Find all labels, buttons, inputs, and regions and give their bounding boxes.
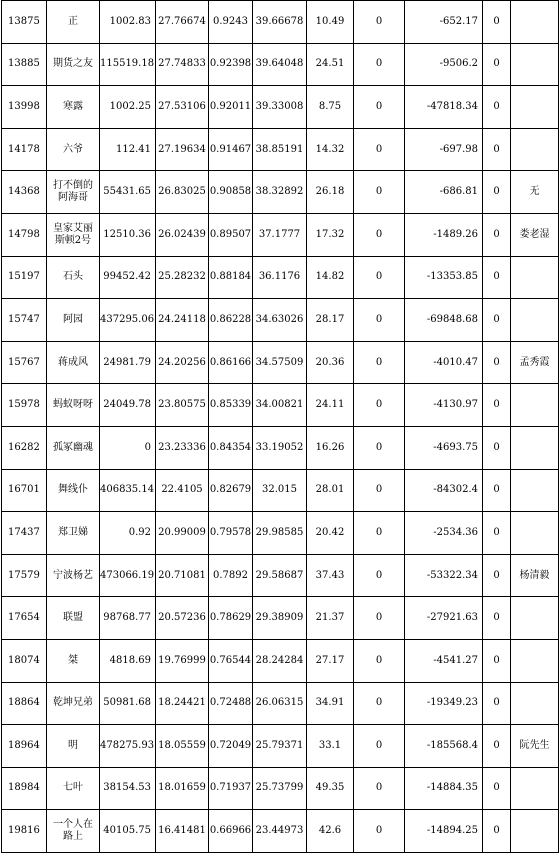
cell-v5: 21.37 (307, 597, 354, 640)
cell-v8: 0 (483, 43, 511, 86)
cell-v7: -4130.97 (405, 384, 483, 427)
cell-v7: -652.17 (405, 1, 483, 44)
cell-v1: 437295.06 (100, 299, 156, 342)
table-row (2, 128, 559, 171)
cell-v7: -4010.47 (405, 341, 483, 384)
cell-name: 明 (47, 725, 100, 768)
cell-v8: 0 (483, 597, 511, 640)
cell-v4: 38.32892 (253, 171, 307, 214)
cell-v4: 32.015 (253, 469, 307, 512)
cell-v5: 20.42 (307, 512, 354, 555)
cell-note (511, 810, 559, 853)
cell-v2: 24.24118 (156, 299, 209, 342)
table-row (2, 767, 559, 810)
cell-v3: 0.79578 (209, 512, 253, 555)
table-row (2, 384, 559, 427)
cell-v8: 0 (483, 554, 511, 597)
ranking-table (1, 0, 559, 853)
cell-v3: 0.9243 (209, 1, 253, 44)
cell-name: 蚂蚁呀呀 (47, 384, 100, 427)
table-row (2, 512, 559, 555)
cell-v5: 33.1 (307, 725, 354, 768)
cell-v6: 0 (354, 256, 405, 299)
cell-v4: 36.1176 (253, 256, 307, 299)
cell-note (511, 426, 559, 469)
cell-v1: 50981.68 (100, 682, 156, 725)
cell-v7: -14894.25 (405, 810, 483, 853)
cell-v7: -697.98 (405, 128, 483, 171)
cell-v8: 0 (483, 639, 511, 682)
cell-v3: 0.88184 (209, 256, 253, 299)
cell-id: 14798 (2, 213, 47, 256)
table-row (2, 213, 559, 256)
cell-name: 一个人在路上 (47, 810, 100, 853)
cell-v1: 4818.69 (100, 639, 156, 682)
cell-v2: 18.05559 (156, 725, 209, 768)
cell-note (511, 597, 559, 640)
cell-v5: 42.6 (307, 810, 354, 853)
table-row (2, 256, 559, 299)
cell-v2: 22.4105 (156, 469, 209, 512)
cell-v3: 0.72049 (209, 725, 253, 768)
cell-id: 18984 (2, 767, 47, 810)
table-row (2, 171, 559, 214)
cell-v5: 8.75 (307, 86, 354, 129)
cell-v4: 39.33008 (253, 86, 307, 129)
table-row (2, 597, 559, 640)
cell-note: 无 (511, 171, 559, 214)
cell-v7: -84302.4 (405, 469, 483, 512)
cell-v5: 34.91 (307, 682, 354, 725)
table-row (2, 725, 559, 768)
cell-name: 桀 (47, 639, 100, 682)
cell-v2: 27.53106 (156, 86, 209, 129)
cell-v8: 0 (483, 256, 511, 299)
cell-v6: 0 (354, 597, 405, 640)
cell-v5: 28.01 (307, 469, 354, 512)
cell-v2: 27.19634 (156, 128, 209, 171)
cell-v8: 0 (483, 384, 511, 427)
cell-v7: -686.81 (405, 171, 483, 214)
cell-v6: 0 (354, 725, 405, 768)
cell-v2: 20.71081 (156, 554, 209, 597)
cell-v6: 0 (354, 767, 405, 810)
cell-id: 13998 (2, 86, 47, 129)
cell-v1: 0.92 (100, 512, 156, 555)
cell-note (511, 384, 559, 427)
table-row (2, 43, 559, 86)
table-row (2, 86, 559, 129)
cell-v1: 12510.36 (100, 213, 156, 256)
cell-id: 13875 (2, 1, 47, 44)
cell-name: 石头 (47, 256, 100, 299)
cell-v2: 16.41481 (156, 810, 209, 853)
cell-v6: 0 (354, 43, 405, 86)
cell-v4: 34.00821 (253, 384, 307, 427)
table-row (2, 426, 559, 469)
cell-name: 七叶 (47, 767, 100, 810)
cell-v2: 26.83025 (156, 171, 209, 214)
cell-note (511, 256, 559, 299)
cell-v8: 0 (483, 682, 511, 725)
cell-v1: 1002.25 (100, 86, 156, 129)
table-row (2, 341, 559, 384)
cell-v7: -47818.34 (405, 86, 483, 129)
cell-v2: 20.99009 (156, 512, 209, 555)
cell-note (511, 299, 559, 342)
table-row (2, 1, 559, 44)
cell-v4: 34.63026 (253, 299, 307, 342)
cell-name: 郑卫娣 (47, 512, 100, 555)
cell-v6: 0 (354, 469, 405, 512)
cell-v7: -27921.63 (405, 597, 483, 640)
cell-v4: 34.57509 (253, 341, 307, 384)
cell-v3: 0.90858 (209, 171, 253, 214)
cell-v5: 26.18 (307, 171, 354, 214)
cell-id: 17579 (2, 554, 47, 597)
cell-v6: 0 (354, 299, 405, 342)
cell-v3: 0.92011 (209, 86, 253, 129)
cell-v3: 0.72488 (209, 682, 253, 725)
cell-note (511, 1, 559, 44)
cell-name: 寒露 (47, 86, 100, 129)
table-body (2, 1, 559, 853)
cell-note (511, 682, 559, 725)
cell-id: 18964 (2, 725, 47, 768)
cell-v5: 27.17 (307, 639, 354, 682)
table-row (2, 299, 559, 342)
cell-v7: -14884.35 (405, 767, 483, 810)
cell-v2: 19.76999 (156, 639, 209, 682)
cell-v5: 20.36 (307, 341, 354, 384)
cell-note: 阮先生 (511, 725, 559, 768)
cell-v8: 0 (483, 426, 511, 469)
cell-v6: 0 (354, 213, 405, 256)
cell-v7: -53322.34 (405, 554, 483, 597)
cell-v6: 0 (354, 810, 405, 853)
cell-v6: 0 (354, 86, 405, 129)
cell-v8: 0 (483, 171, 511, 214)
cell-v5: 28.17 (307, 299, 354, 342)
cell-id: 15747 (2, 299, 47, 342)
cell-v1: 1002.83 (100, 1, 156, 44)
cell-id: 15197 (2, 256, 47, 299)
cell-v1: 98768.77 (100, 597, 156, 640)
cell-id: 17654 (2, 597, 47, 640)
cell-id: 15978 (2, 384, 47, 427)
cell-v5: 24.11 (307, 384, 354, 427)
cell-id: 18864 (2, 682, 47, 725)
cell-v1: 24049.78 (100, 384, 156, 427)
cell-v7: -185568.4 (405, 725, 483, 768)
cell-v6: 0 (354, 384, 405, 427)
cell-v3: 0.71937 (209, 767, 253, 810)
cell-v7: -13353.85 (405, 256, 483, 299)
cell-v3: 0.78629 (209, 597, 253, 640)
cell-id: 13885 (2, 43, 47, 86)
cell-v7: -1489.26 (405, 213, 483, 256)
cell-note: 杨清毅 (511, 554, 559, 597)
cell-id: 19816 (2, 810, 47, 853)
cell-v8: 0 (483, 86, 511, 129)
cell-v2: 23.23336 (156, 426, 209, 469)
cell-v8: 0 (483, 128, 511, 171)
cell-v5: 24.51 (307, 43, 354, 86)
cell-v4: 26.06315 (253, 682, 307, 725)
cell-v8: 0 (483, 469, 511, 512)
cell-v4: 29.98585 (253, 512, 307, 555)
cell-name: 孤冢幽魂 (47, 426, 100, 469)
table-row (2, 469, 559, 512)
cell-note: 娄老湿 (511, 213, 559, 256)
cell-v4: 29.38909 (253, 597, 307, 640)
cell-v1: 40105.75 (100, 810, 156, 853)
cell-id: 14178 (2, 128, 47, 171)
cell-v1: 406835.14 (100, 469, 156, 512)
cell-v8: 0 (483, 299, 511, 342)
cell-v1: 55431.65 (100, 171, 156, 214)
cell-v3: 0.92398 (209, 43, 253, 86)
cell-v1: 24981.79 (100, 341, 156, 384)
cell-v3: 0.76544 (209, 639, 253, 682)
cell-name: 期货之友 (47, 43, 100, 86)
cell-v7: -4541.27 (405, 639, 483, 682)
cell-name: 正 (47, 1, 100, 44)
cell-v5: 37.43 (307, 554, 354, 597)
cell-v5: 14.82 (307, 256, 354, 299)
cell-v5: 10.49 (307, 1, 354, 44)
cell-note (511, 639, 559, 682)
table-row (2, 810, 559, 853)
cell-v2: 27.74833 (156, 43, 209, 86)
cell-v4: 37.1777 (253, 213, 307, 256)
cell-id: 18074 (2, 639, 47, 682)
cell-v8: 0 (483, 213, 511, 256)
cell-v2: 27.76674 (156, 1, 209, 44)
cell-v4: 25.79371 (253, 725, 307, 768)
cell-name: 蒋成风 (47, 341, 100, 384)
cell-v4: 38.85191 (253, 128, 307, 171)
table-row (2, 554, 559, 597)
cell-v2: 20.57236 (156, 597, 209, 640)
cell-id: 15767 (2, 341, 47, 384)
cell-note (511, 128, 559, 171)
cell-v2: 18.01659 (156, 767, 209, 810)
cell-name: 皇家艾丽斯顿2号 (47, 213, 100, 256)
cell-v2: 26.02439 (156, 213, 209, 256)
cell-v8: 0 (483, 810, 511, 853)
cell-v5: 49.35 (307, 767, 354, 810)
cell-note (511, 43, 559, 86)
cell-name: 舞线仆 (47, 469, 100, 512)
cell-id: 14368 (2, 171, 47, 214)
cell-v4: 29.58687 (253, 554, 307, 597)
cell-id: 17437 (2, 512, 47, 555)
cell-name: 阿园 (47, 299, 100, 342)
cell-v8: 0 (483, 1, 511, 44)
cell-note (511, 86, 559, 129)
cell-v7: -4693.75 (405, 426, 483, 469)
cell-v4: 33.19052 (253, 426, 307, 469)
cell-v2: 24.20256 (156, 341, 209, 384)
cell-v6: 0 (354, 682, 405, 725)
cell-name: 宁波杨艺 (47, 554, 100, 597)
cell-v2: 23.80575 (156, 384, 209, 427)
cell-v4: 23.44973 (253, 810, 307, 853)
cell-v6: 0 (354, 639, 405, 682)
cell-id: 16701 (2, 469, 47, 512)
cell-v4: 28.24284 (253, 639, 307, 682)
cell-v4: 39.66678 (253, 1, 307, 44)
cell-note (511, 469, 559, 512)
cell-v7: -69848.68 (405, 299, 483, 342)
cell-v6: 0 (354, 128, 405, 171)
cell-v7: -19349.23 (405, 682, 483, 725)
cell-v1: 99452.42 (100, 256, 156, 299)
table-row (2, 639, 559, 682)
cell-v2: 25.28232 (156, 256, 209, 299)
cell-v1: 38154.53 (100, 767, 156, 810)
table-row (2, 682, 559, 725)
cell-name: 乾坤兄弟 (47, 682, 100, 725)
cell-v3: 0.86166 (209, 341, 253, 384)
cell-v5: 16.26 (307, 426, 354, 469)
cell-v1: 112.41 (100, 128, 156, 171)
cell-note (511, 512, 559, 555)
cell-v3: 0.85339 (209, 384, 253, 427)
cell-v3: 0.89507 (209, 213, 253, 256)
cell-name: 联盟 (47, 597, 100, 640)
cell-id: 16282 (2, 426, 47, 469)
cell-v8: 0 (483, 767, 511, 810)
cell-v6: 0 (354, 512, 405, 555)
cell-v1: 478275.93 (100, 725, 156, 768)
cell-name: 打不倒的阿海哥 (47, 171, 100, 214)
cell-name: 六爷 (47, 128, 100, 171)
cell-v4: 25.73799 (253, 767, 307, 810)
cell-v7: -9506.2 (405, 43, 483, 86)
cell-v4: 39.64048 (253, 43, 307, 86)
cell-v3: 0.84354 (209, 426, 253, 469)
cell-v5: 14.32 (307, 128, 354, 171)
cell-v6: 0 (354, 341, 405, 384)
cell-v1: 473066.19 (100, 554, 156, 597)
cell-v1: 0 (100, 426, 156, 469)
cell-v5: 17.32 (307, 213, 354, 256)
cell-v3: 0.7892 (209, 554, 253, 597)
cell-note (511, 767, 559, 810)
cell-v6: 0 (354, 171, 405, 214)
cell-v8: 0 (483, 725, 511, 768)
cell-v3: 0.91467 (209, 128, 253, 171)
cell-v6: 0 (354, 426, 405, 469)
cell-v3: 0.82679 (209, 469, 253, 512)
cell-v1: 115519.18 (100, 43, 156, 86)
cell-v6: 0 (354, 1, 405, 44)
cell-v3: 0.66966 (209, 810, 253, 853)
cell-v8: 0 (483, 512, 511, 555)
cell-v6: 0 (354, 554, 405, 597)
cell-v7: -2534.36 (405, 512, 483, 555)
cell-note: 孟秀霞 (511, 341, 559, 384)
cell-v8: 0 (483, 341, 511, 384)
cell-v2: 18.24421 (156, 682, 209, 725)
cell-v3: 0.86228 (209, 299, 253, 342)
